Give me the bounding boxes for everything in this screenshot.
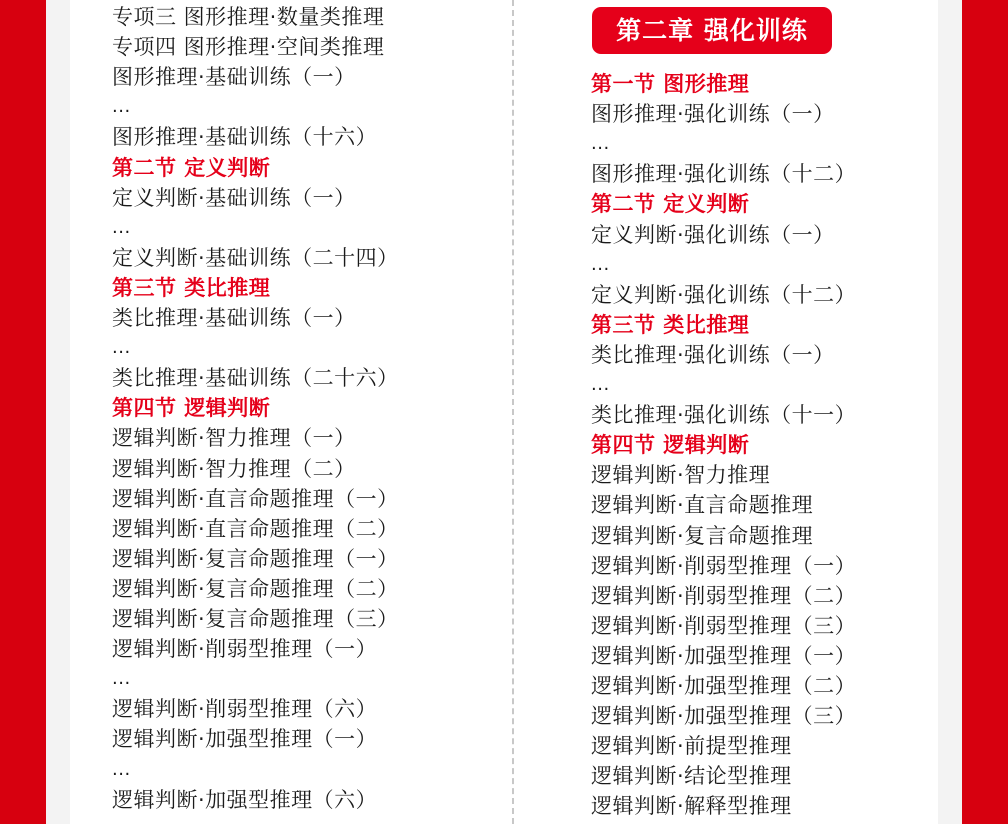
- contents-entry: 逻辑判断·削弱型推理（三）: [591, 613, 857, 638]
- section-heading: 第四节 逻辑判断: [112, 396, 271, 421]
- contents-entry: 逻辑判断·削弱型推理（一）: [591, 553, 857, 578]
- contents-entry: 逻辑判断·复言命题推理（三）: [112, 607, 399, 631]
- ellipsis-line: ...: [112, 758, 131, 780]
- contents-entry: 逻辑判断·复言命题推理: [591, 523, 814, 548]
- contents-entry: 逻辑判断·复言命题推理（一）: [112, 546, 399, 571]
- contents-entry: 逻辑判断·直言命题推理（一）: [112, 486, 399, 511]
- contents-entry: 逻辑判断·解释型推理: [591, 794, 792, 819]
- right-inner-margin: [938, 0, 962, 824]
- contents-entry: 定义判断·强化训练（一）: [591, 222, 835, 247]
- section-heading: 第四节 逻辑判断: [591, 433, 750, 458]
- contents-entry: 逻辑判断·直言命题推理: [591, 493, 814, 518]
- section-heading: 第一节 图形推理: [591, 72, 750, 96]
- ellipsis-line: ...: [112, 668, 131, 690]
- contents-entry: 图形推理·基础训练（一）: [112, 65, 356, 90]
- contents-entry: 专项四 图形推理·空间类推理: [112, 35, 385, 60]
- contents-entry: 图形推理·强化训练（十二）: [591, 162, 857, 187]
- contents-entry: 逻辑判断·削弱型推理（一）: [112, 637, 378, 662]
- contents-entry: 逻辑判断·加强型推理（三）: [591, 704, 857, 729]
- section-heading: 第三节 类比推理: [112, 275, 271, 300]
- contents-entry: 逻辑判断·加强型推理（六）: [112, 787, 378, 812]
- ellipsis-line: ...: [112, 216, 131, 238]
- ellipsis-line: ...: [112, 337, 131, 359]
- contents-entry: 逻辑判断·加强型推理（一）: [591, 643, 857, 668]
- contents-entry: 逻辑判断·智力推理: [591, 463, 771, 488]
- contents-entry: 逻辑判断·加强型推理（一）: [112, 727, 378, 752]
- contents-entry: 专项三 图形推理·数量类推理: [112, 5, 385, 29]
- contents-entry: 逻辑判断·前提型推理: [591, 734, 792, 759]
- contents-entry: 图形推理·强化训练（一）: [591, 102, 835, 127]
- contents-entry: 定义判断·强化训练（十二）: [591, 282, 857, 307]
- ellipsis-line: ...: [112, 96, 131, 118]
- contents-entry: 逻辑判断·结论型推理: [591, 764, 792, 789]
- section-heading: 第二节 定义判断: [591, 192, 750, 217]
- contents-entry: 类比推理·基础训练（二十六）: [112, 366, 399, 391]
- left-inner-margin: [46, 0, 70, 824]
- section-heading: 第二节 定义判断: [112, 155, 271, 180]
- left-red-border: [0, 0, 46, 824]
- contents-entry: 类比推理·强化训练（一）: [591, 342, 835, 367]
- ellipsis-line: ...: [591, 133, 610, 155]
- contents-entry: 逻辑判断·直言命题推理（二）: [112, 516, 399, 541]
- contents-entry: 定义判断·基础训练（一）: [112, 185, 356, 210]
- ellipsis-line: ...: [591, 253, 610, 275]
- contents-entry: 逻辑判断·智力推理（二）: [112, 456, 356, 481]
- contents-entry: 类比推理·基础训练（一）: [112, 306, 356, 330]
- contents-entry: 逻辑判断·削弱型推理（六）: [112, 697, 378, 722]
- contents-entry: 逻辑判断·复言命题推理（二）: [112, 576, 399, 601]
- right-red-border: [962, 0, 1008, 824]
- contents-entry: 逻辑判断·智力推理（一）: [112, 426, 356, 451]
- section-heading: 第三节 类比推理: [591, 312, 750, 337]
- contents-entry: 图形推理·基础训练（十六）: [112, 125, 378, 150]
- contents-entry: 逻辑判断·削弱型推理（二）: [591, 583, 857, 608]
- ellipsis-line: ...: [591, 374, 610, 395]
- column-divider: [512, 0, 514, 824]
- contents-entry: 类比推理·强化训练（十一）: [591, 403, 857, 428]
- contents-entry: 定义判断·基础训练（二十四）: [112, 245, 399, 270]
- contents-entry: 逻辑判断·加强型推理（二）: [591, 674, 857, 698]
- chapter-title-badge: 第二章 强化训练: [592, 7, 832, 54]
